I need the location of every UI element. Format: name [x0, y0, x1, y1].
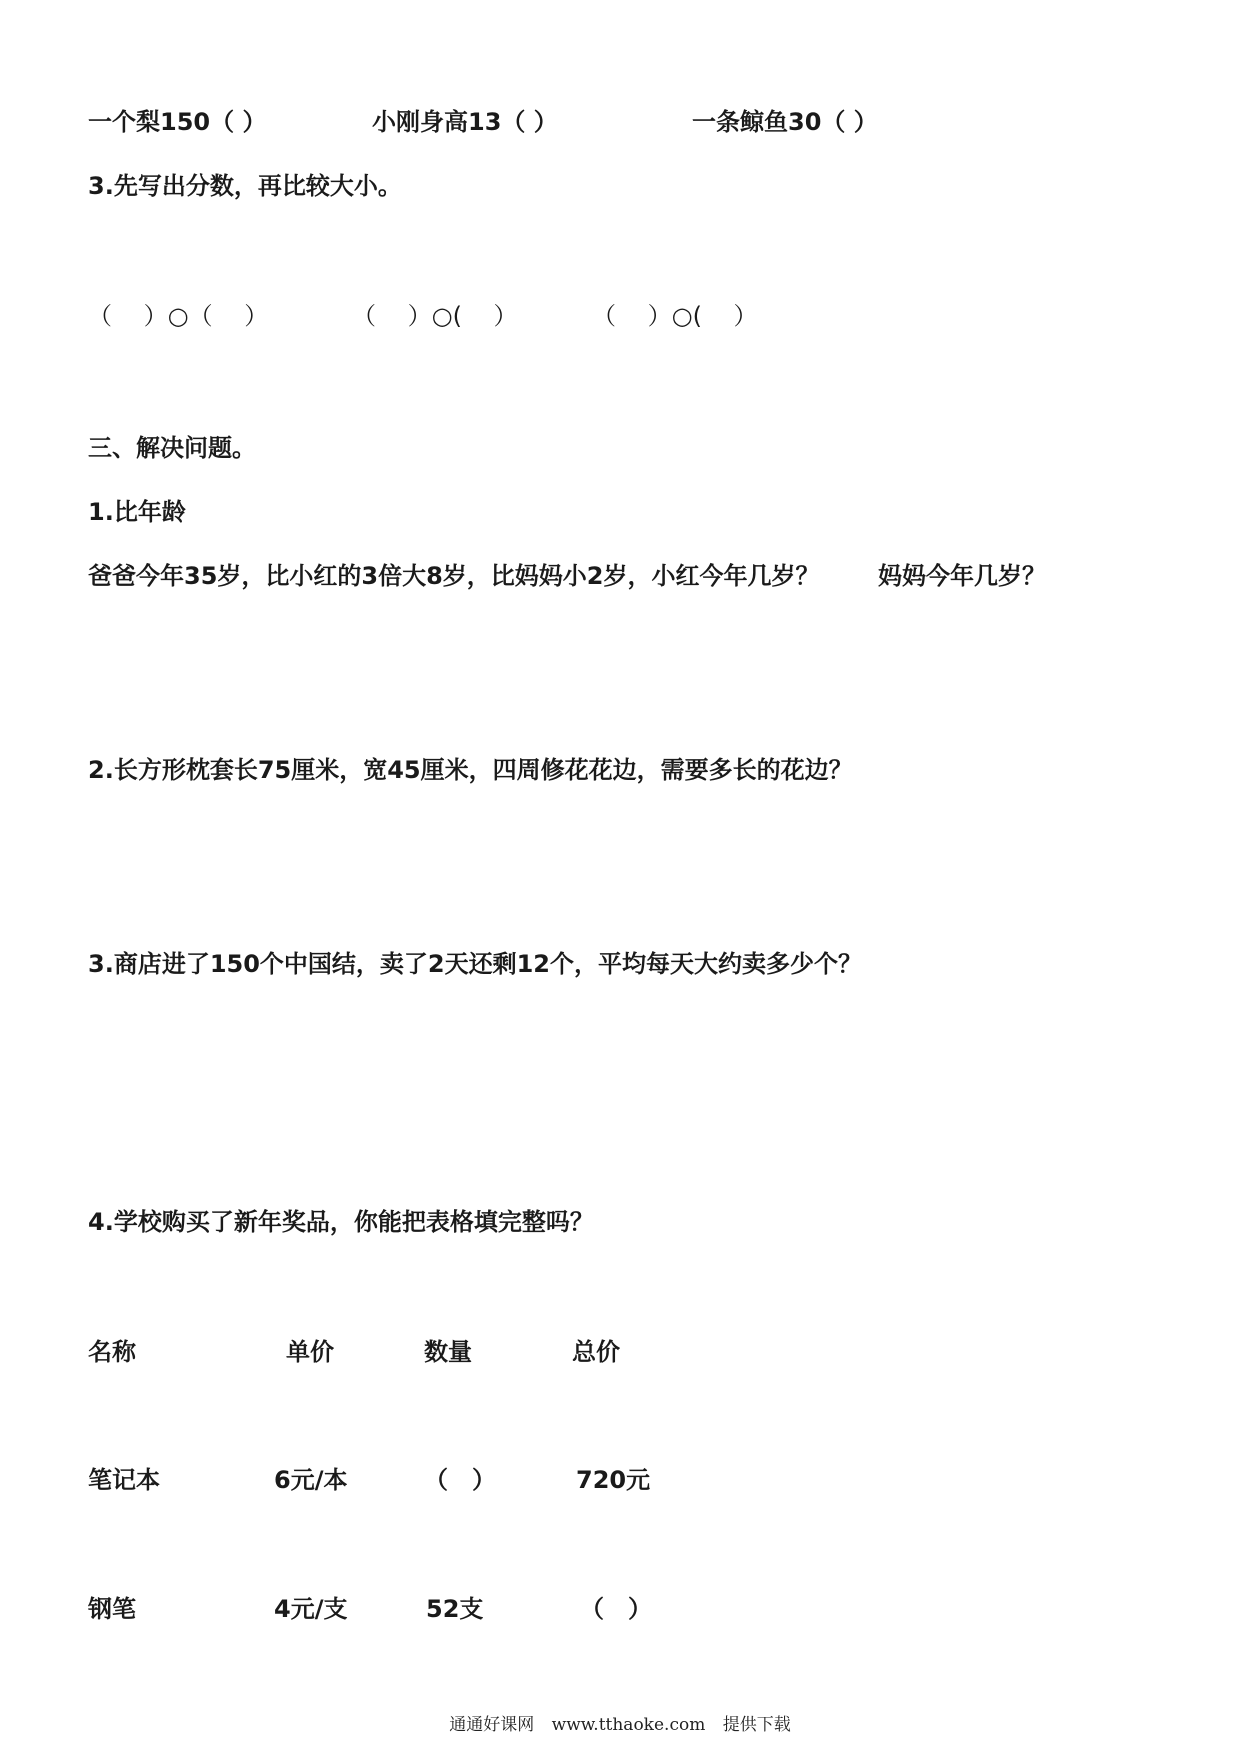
table-row-notebook-quantity: （ ）: [424, 1466, 496, 1494]
compare-1: （ ）○（ ）: [88, 302, 269, 330]
problem4-text: 4.学校购买了新年奖品，你能把表格填完整吗？: [88, 1208, 594, 1236]
compare-3: （ ）○( ）: [592, 302, 758, 330]
estimate-height: 小刚身高13（ ）: [372, 108, 558, 136]
table-row-notebook-total: 720元: [576, 1466, 651, 1494]
table-row-notebook-price: 6元/本: [274, 1466, 348, 1494]
table-row-pen-quantity: 52支: [426, 1595, 484, 1623]
footer-url[interactable]: www.tthaoke.com: [551, 1715, 706, 1735]
footer: [0, 1710, 1240, 1735]
problem2-text: 2.长方形枕套长75厘米，宽45厘米，四周修花花边，需要多长的花边？: [88, 756, 853, 784]
table-row-pen-name: 钢笔: [88, 1595, 136, 1623]
table-row-pen-total: （ ）: [580, 1595, 652, 1623]
table-header-name: 名称: [88, 1338, 136, 1366]
table-header-total: 总价: [572, 1338, 620, 1366]
compare-2: （ ）○( ）: [352, 302, 518, 330]
problem3-text: 3.商店进了150个中国结，卖了2天还剩12个，平均每天大约卖多少个？: [88, 950, 863, 978]
problem1-title: 1.比年龄: [88, 498, 186, 526]
estimate-pear: 一个梨150（ ）: [88, 108, 267, 136]
section3-title: 三、解决问题。: [88, 434, 256, 462]
table-row-notebook-name: 笔记本: [88, 1466, 160, 1494]
problem1-text: 爸爸今年35岁，比小红的3倍大8岁，比妈妈小2岁，小红今年几岁？: [88, 562, 820, 590]
q3-title: 3.先写出分数，再比较大小。: [88, 172, 402, 200]
footer-suffix: 提供下载: [722, 1715, 791, 1735]
table-row-pen-price: 4元/支: [274, 1595, 348, 1623]
table-header-quantity: 数量: [424, 1338, 472, 1366]
table-header-price: 单价: [286, 1338, 334, 1366]
problem1-question2: 妈妈今年几岁？: [878, 562, 1046, 590]
footer-site-name: 通通好课网: [449, 1715, 535, 1735]
estimate-whale: 一条鲸鱼30（ ）: [692, 108, 878, 136]
